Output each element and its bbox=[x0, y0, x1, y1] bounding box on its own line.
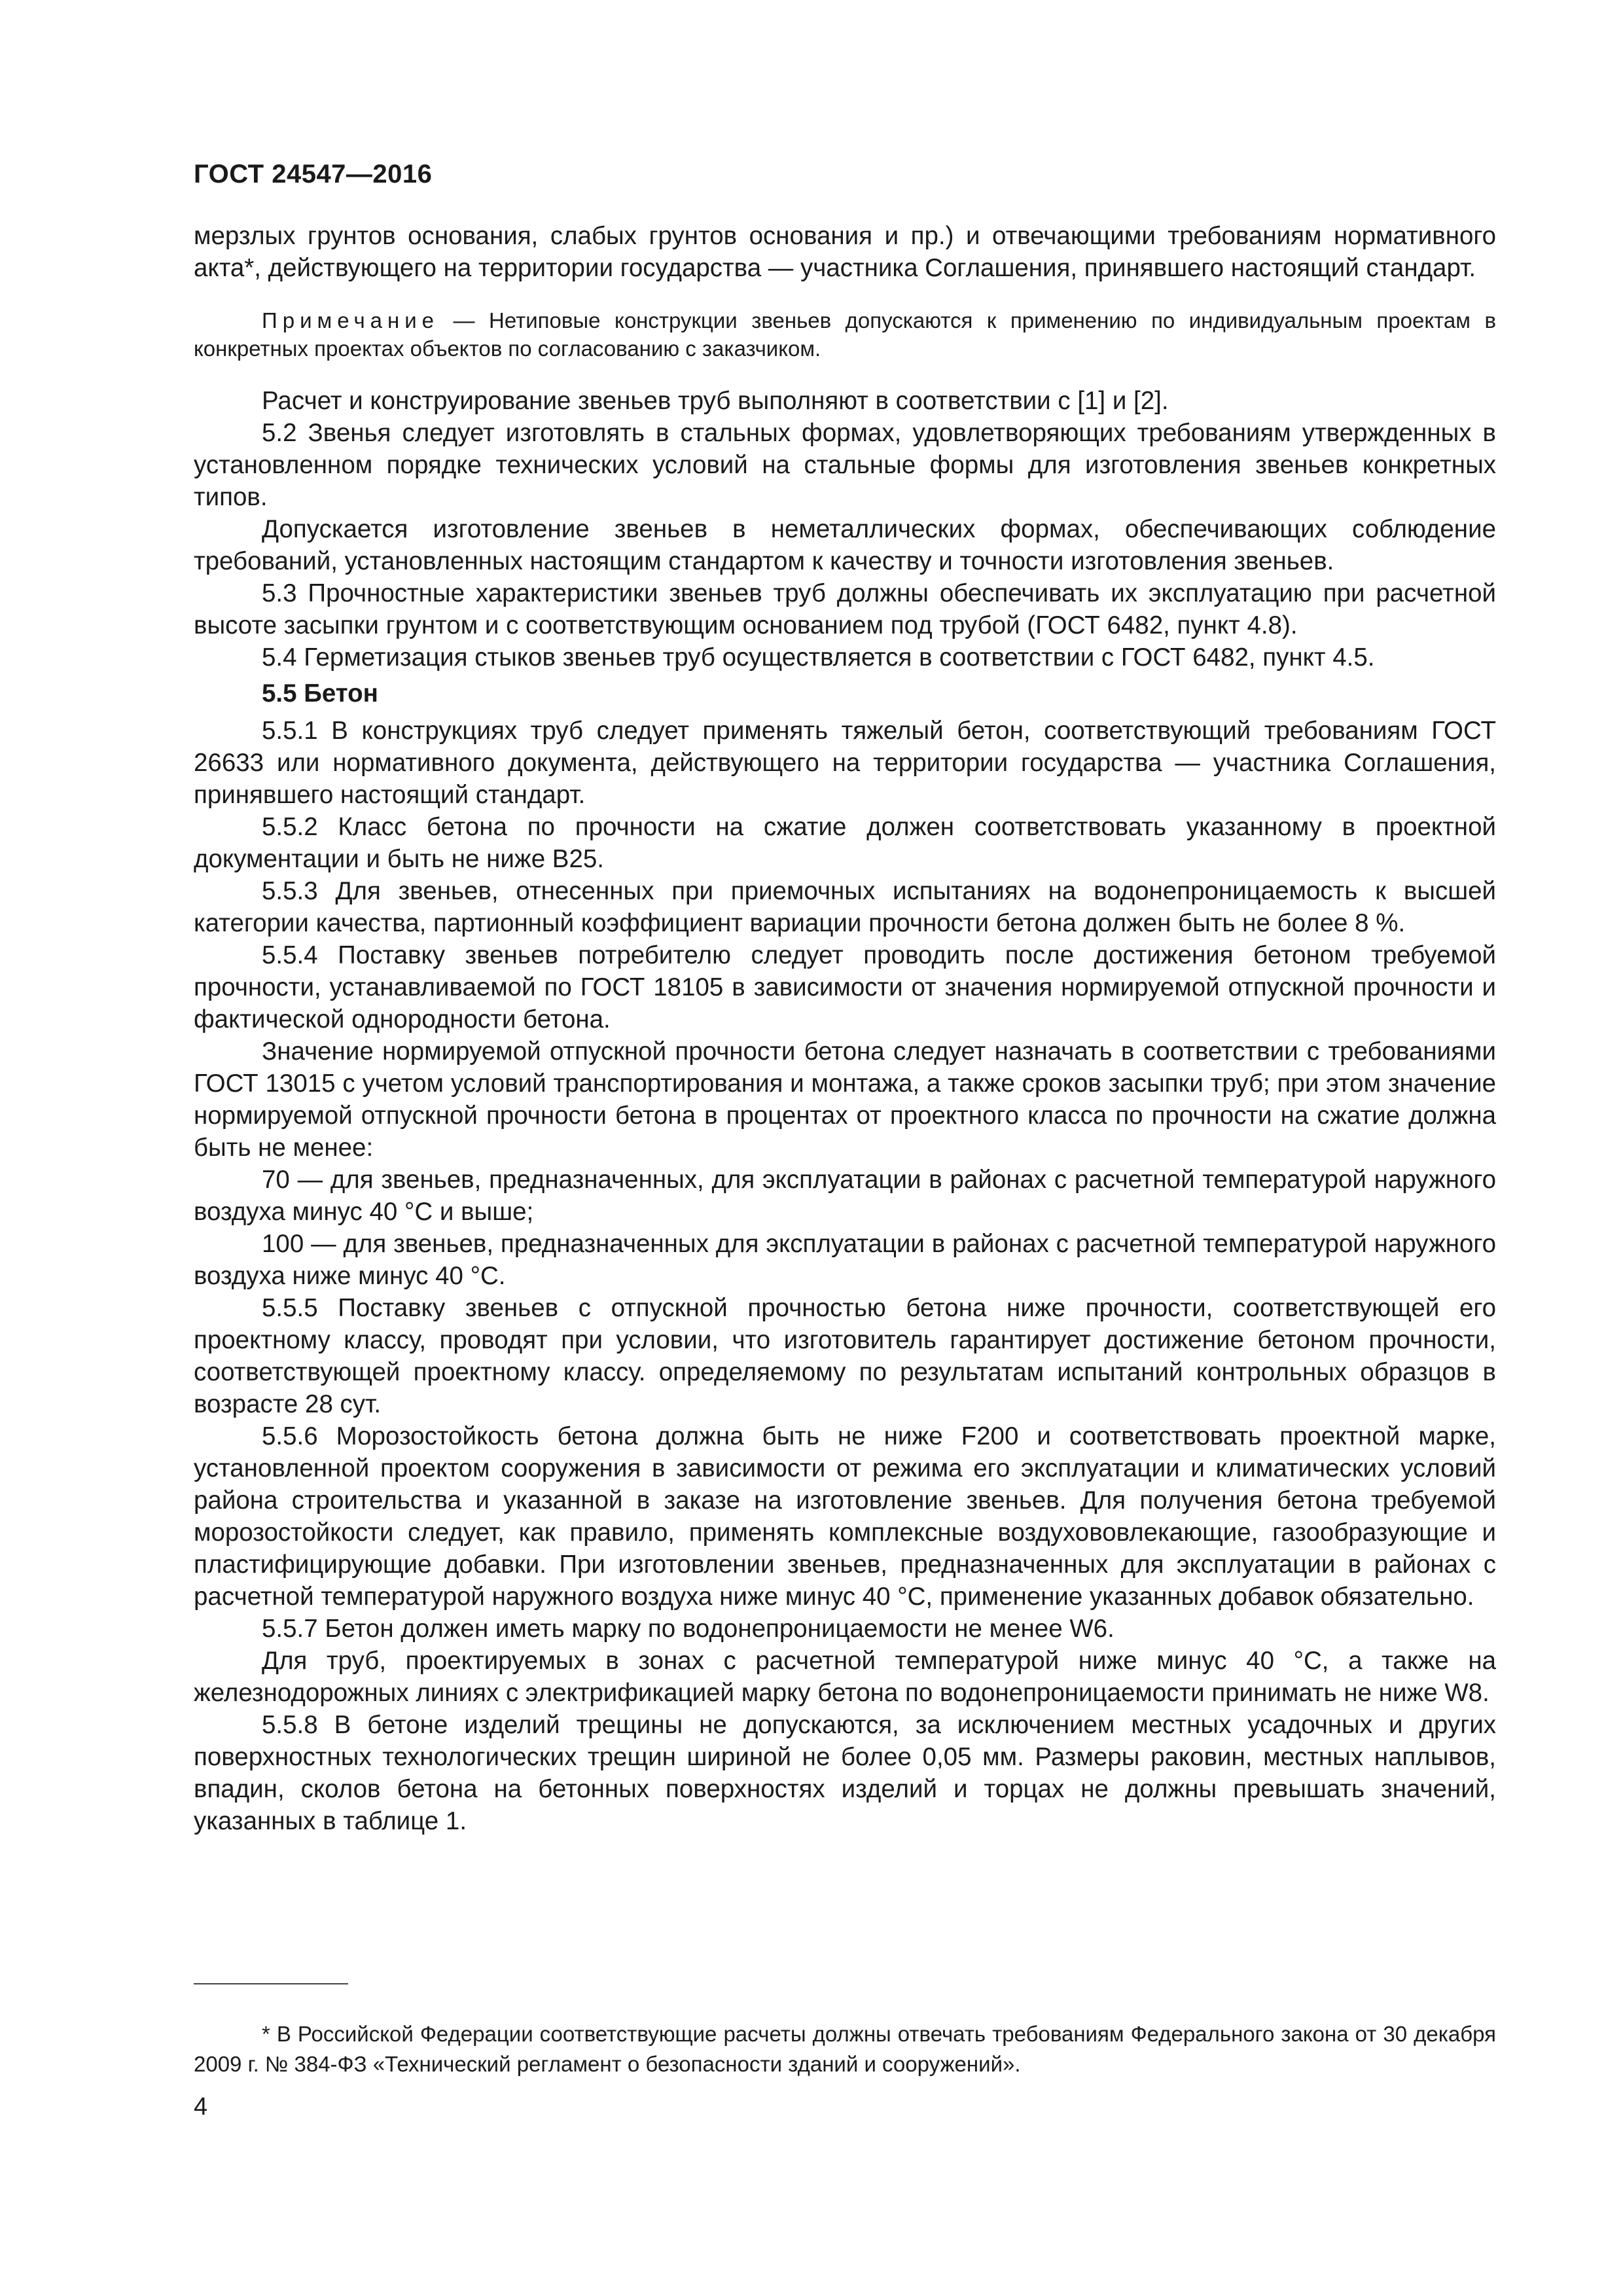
page-number: 4 bbox=[194, 2093, 208, 2121]
note-text: — Нетиповые конструкции звеньев допускаются к применению по индивидуальным проектам в конкретных проектах объектов по согласованию с заказчиком. bbox=[194, 308, 1496, 361]
note bbox=[194, 306, 1496, 363]
paragraph: 5.5.2 Класс бетона по прочности на сжатие должен соответствовать указанному в проектной документации и быть не ниже В25. bbox=[194, 813, 1496, 873]
paragraph: Допускается изготовление звеньев в неметаллических формах, обеспечивающих соблюдение требований, установленных настоящим стандартом к качеству и точности изготовления звеньев. bbox=[194, 515, 1496, 575]
paragraph: Расчет и конструирование звеньев труб выполняют в соответствии с [1] и [2]. bbox=[262, 387, 1169, 415]
document-header: ГОСТ 24547—2016 bbox=[194, 160, 433, 188]
footnote-divider bbox=[194, 1983, 348, 1984]
document-body bbox=[194, 220, 1496, 1837]
paragraph: 5.5.8 В бетоне изделий трещины не допускаются, за исключением местных усадочных и других поверхностных технологических трещин шириной не более 0,05 мм. Размеры раковин, местных наплывов, впадин, сколов бетона на бетонных поверхностях изделий и торцах не должны превышать значений, указанных в таблице 1. bbox=[194, 1711, 1496, 1835]
footnote: * В Российской Федерации соответствующие расчеты должны отвечать требованиям Федерального закона от 30 декабря 2009 г. № 384-ФЗ «Технический регламент о безопасности зданий и сооружений». bbox=[194, 2022, 1496, 2076]
paragraph: 5.4 Герметизация стыков звеньев труб осуществляется в соответствии с ГОСТ 6482, пункт 4.5. bbox=[262, 643, 1375, 672]
paragraph: 5.3 Прочностные характеристики звеньев труб должны обеспечивать их эксплуатацию при расчетной высоте засыпки грунтом и с соответствующим основанием под трубой (ГОСТ 6482, пункт 4.8). bbox=[194, 579, 1496, 639]
paragraph: 70 — для звеньев, предназначенных, для эксплуатации в районах с расчетной температурой наружного воздуха минус 40 °С и выше; bbox=[194, 1166, 1496, 1226]
paragraph: Значение нормируемой отпускной прочности бетона следует назначать в соответствии с требованиями ГОСТ 13015 с учетом условий транспортирования и монтажа, а также сроков засыпки труб; при этом значение нормируемой отпускной прочности бетона в процентах от проектного класса по прочности на сжатие должна быть не менее: bbox=[194, 1037, 1496, 1162]
paragraph: 5.5.4 Поставку звеньев потребителю следует проводить после достижения бетоном требуемой прочности, устанавливаемой по ГОСТ 18105 в зависимости от значения нормируемой отпускной прочности и фактической однородности бетона. bbox=[194, 941, 1496, 1033]
paragraph: 100 — для звеньев, предназначенных для эксплуатации в районах с расчетной температурой наружного воздуха ниже минус 40 °С. bbox=[194, 1230, 1496, 1290]
paragraph: 5.5.5 Поставку звеньев с отпускной прочностью бетона ниже прочности, соответствующей его проектному классу, проводят при условии, что изготовитель гарантирует достижение бетоном прочности, соответствующей проектному классу. определяемому по результатам испытаний контрольных образцов в возрасте 28 сут. bbox=[194, 1294, 1496, 1418]
paragraph: Для труб, проектируемых в зонах с расчетной температурой ниже минус 40 °С, а также на железнодорожных линиях с электрификацией марку бетона по водонепроницаемости принимать не ниже W8. bbox=[194, 1647, 1496, 1707]
section-heading: 5.5 Бетон bbox=[262, 679, 378, 708]
paragraph: 5.5.6 Морозостойкость бетона должна быть не ниже F200 и соответствовать проектной марке, установленной проектом сооружения в зависимости от режима его эксплуатации и климатических условий района строительства и указанной в заказе на изготовление звеньев. Для получения бетона требуемой морозостойкости следует, как правило, применять комплексные воздухововлекающие, газообразующие и пластифицирующие добавки. При изготовлении звеньев, предназначенных для эксплуатации в районах с расчетной температурой наружного воздуха ниже минус 40 °С, применение указанных добавок обязательно. bbox=[194, 1422, 1496, 1611]
note-label: Примечание bbox=[262, 308, 440, 332]
paragraph: 5.5.3 Для звеньев, отнесенных при приемочных испытаниях на водонепроницаемость к высшей категории качества, партионный коэффициент вариации прочности бетона должен быть не более 8 %. bbox=[194, 877, 1496, 937]
paragraph: 5.5.7 Бетон должен иметь марку по водонепроницаемости не менее W6. bbox=[262, 1615, 1115, 1643]
paragraph: 5.2 Звенья следует изготовлять в стальных формах, удовлетворяющих требованиям утвержденных в установленном порядке технических условий на стальные формы для изготовления звеньев конкретных типов. bbox=[194, 419, 1496, 511]
paragraph: 5.5.1 В конструкциях труб следует применять тяжелый бетон, соответствующий требованиям ГОСТ 26633 или нормативного документа, действующего на территории государства — участника Соглашения, принявшего настоящий стандарт. bbox=[194, 717, 1496, 809]
paragraph: мерзлых грунтов основания, слабых грунтов основания и пр.) и отвечающими требованиям нормативного акта*, действующего на территории государства — участника Соглашения, принявшего настоящий стандарт. bbox=[194, 222, 1496, 282]
